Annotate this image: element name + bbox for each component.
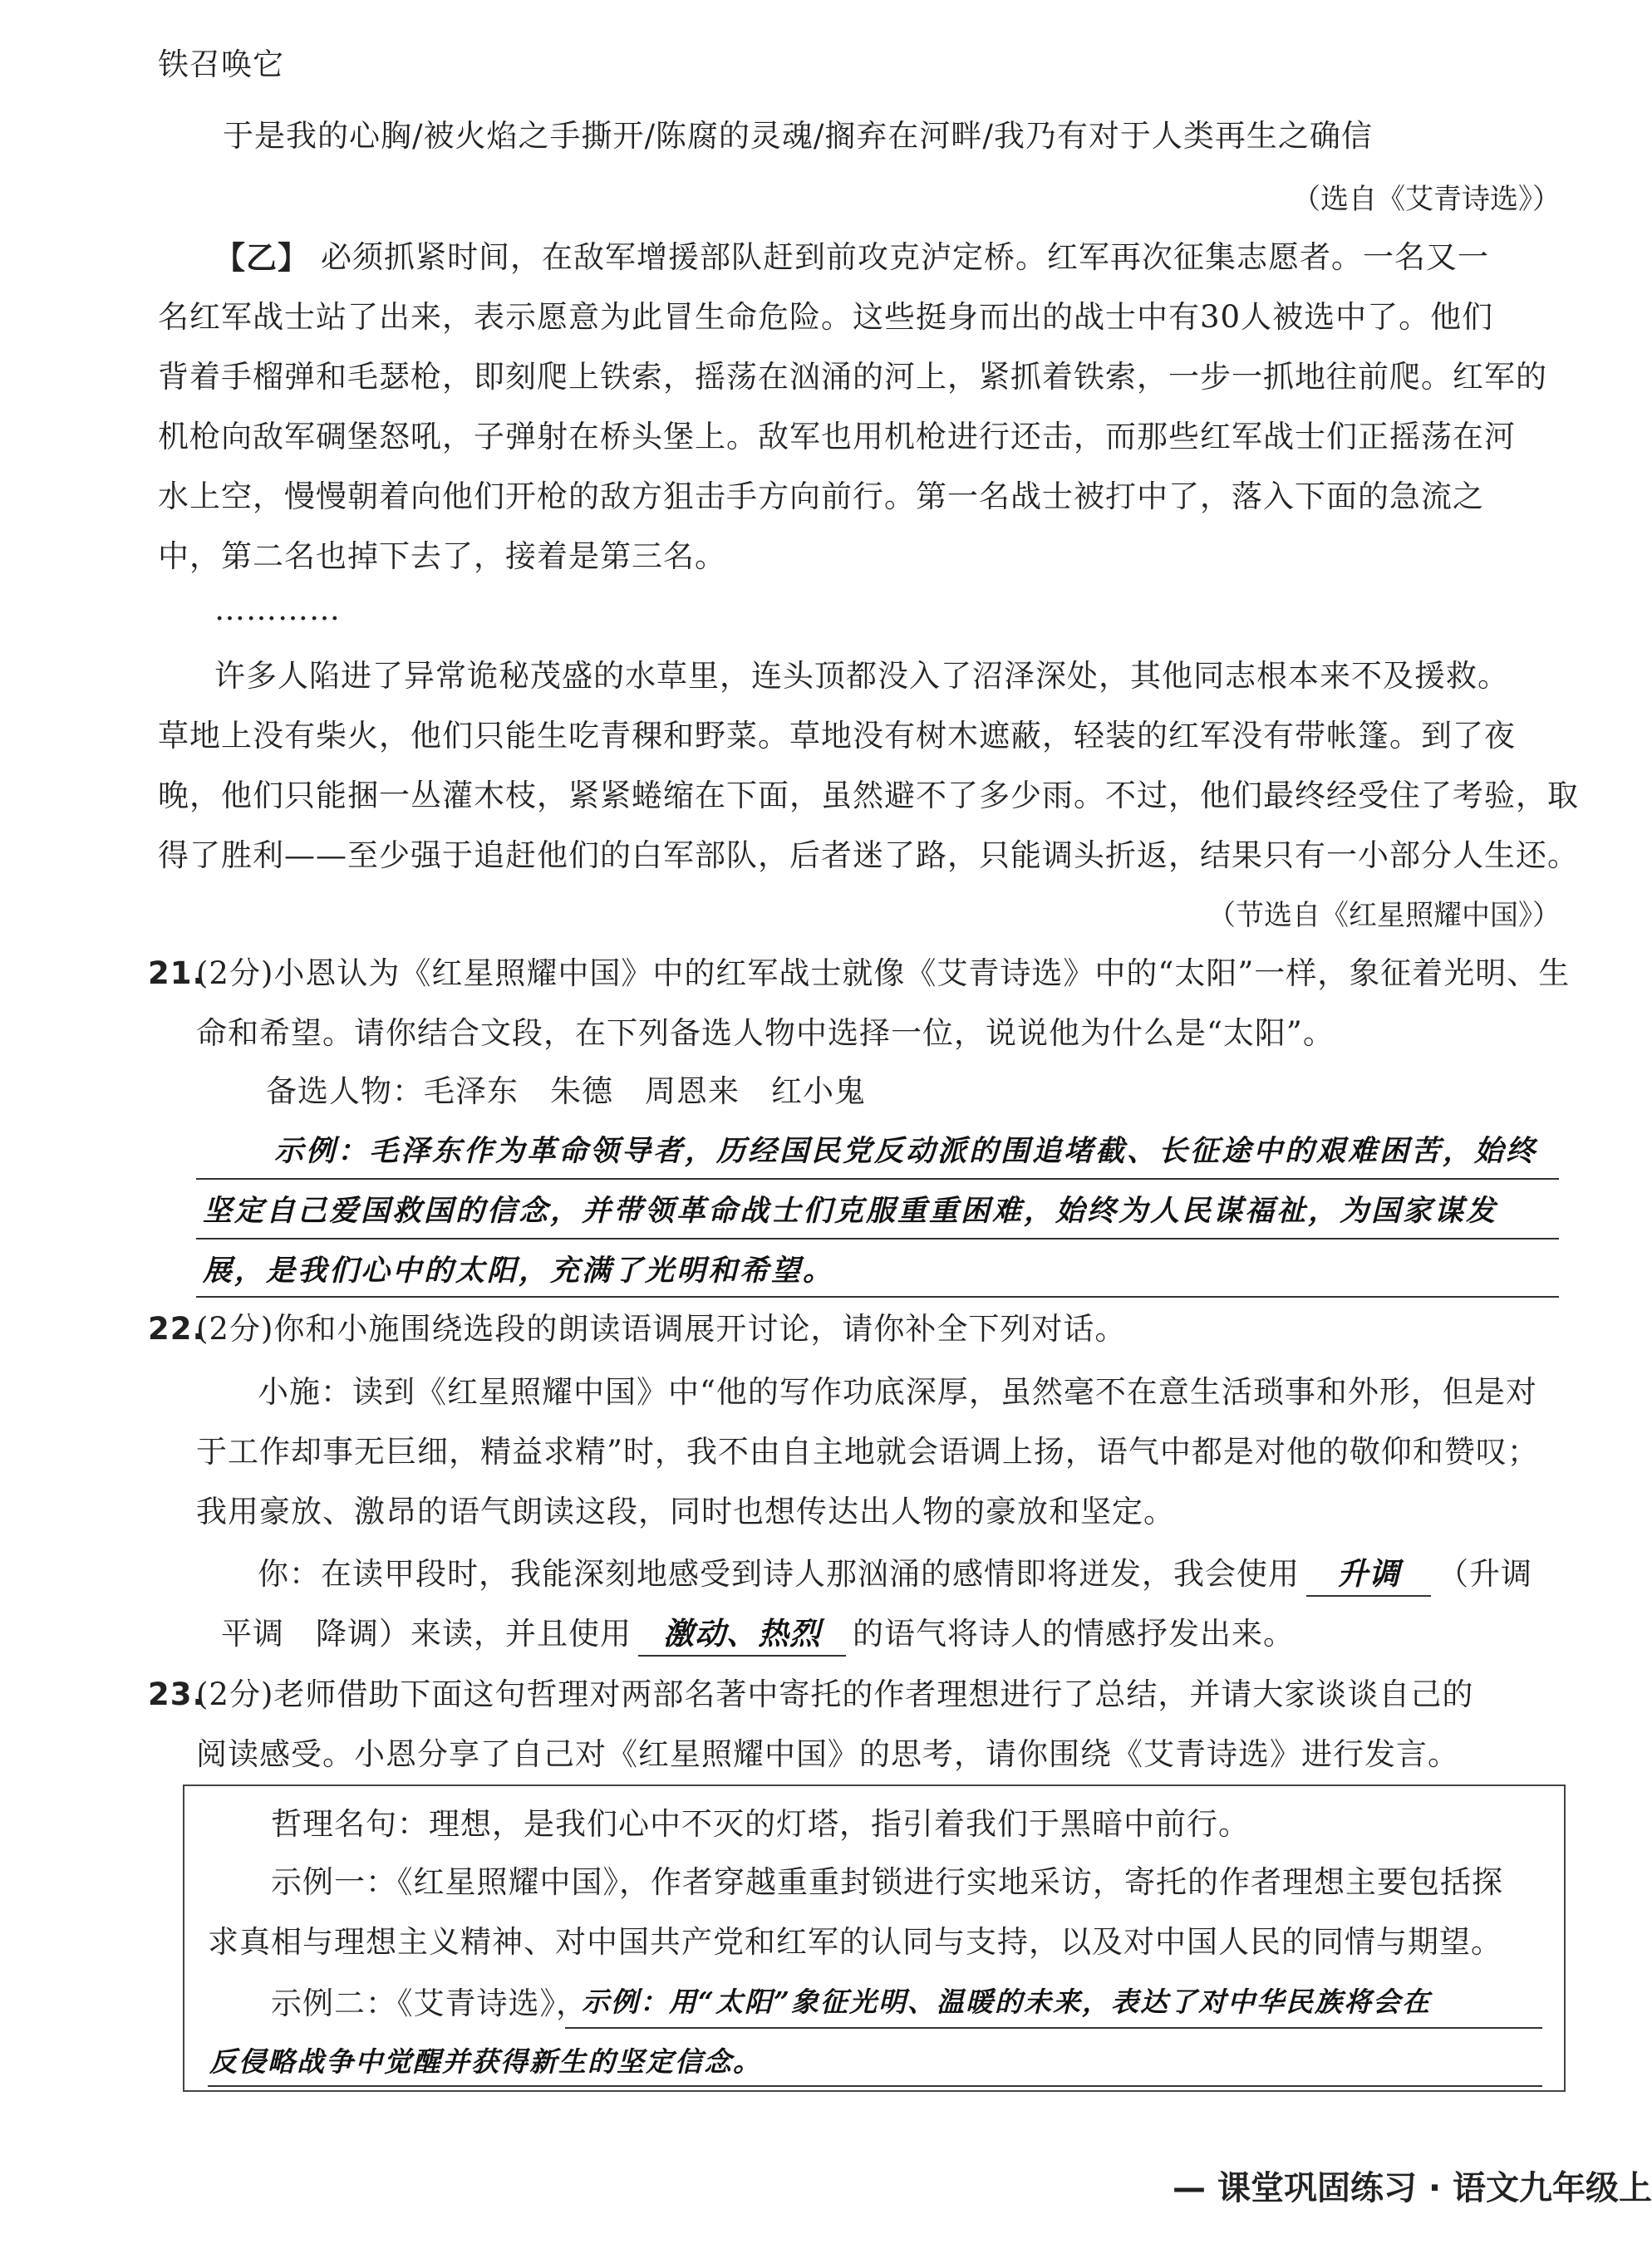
passage-line: 名红军战士站了出来，表示愿意为此冒生命危险。这些挺身而出的战士中有30人被选中了。他们 xyxy=(158,299,1494,335)
handwritten-answer: 示例：毛泽东作为革命领导者，历经国民党反动派的围追堵截、长征途中的艰难困苦，始终 xyxy=(274,1134,1538,1168)
passage-line: 必须抓紧时间，在敌军增援部队赶到前攻克泸定桥。红军再次征集志愿者。一名又一 xyxy=(321,239,1489,275)
poem-line: 于是我的心胸/被火焰之手撕开/陈腐的灵魂/搁弃在河畔/我乃有对于人类再生之确信 xyxy=(223,118,1373,154)
passage-tag: 【乙】 xyxy=(214,239,309,276)
answer-line xyxy=(196,1238,1559,1240)
handwritten-answer: 展，是我们心中的太阳，充满了光明和希望。 xyxy=(203,1254,835,1288)
question-text: (2分)小恩认为《红星照耀中国》中的红军战士就像《艾青诗选》中的“太阳”一样，象征着光明、生 xyxy=(196,955,1571,991)
question-text: 命和希望。请你结合文段，在下列备选人物中选择一位，说说他为什么是“太阳”。 xyxy=(196,1015,1335,1051)
dialogue-line: 小施：读到《红星照耀中国》中“他的写作功底深厚，虽然毫不在意生活琐事和外形，但是对 xyxy=(258,1374,1537,1410)
passage-line: 得了胜利——至少强于追赶他们的白军部队，后者迷了路，只能调头折返，结果只有一小部分人生还。 xyxy=(158,837,1579,873)
question-text: 阅读感受。小恩分享了自己对《红星照耀中国》的思考，请你围绕《艾青诗选》进行发言。 xyxy=(196,1736,1459,1772)
poem-source: （选自《艾青诗选》） xyxy=(1292,183,1561,216)
dialogue-line: 我用豪放、激昂的语气朗读这段，同时也想传达出人物的豪放和坚定。 xyxy=(196,1494,1175,1529)
question-text: (2分)老师借助下面这句哲理对两部名著中寄托的作者理想进行了总结，并请大家谈谈自己的 xyxy=(196,1676,1474,1712)
answer-line xyxy=(196,1296,1559,1298)
poem-line: 铁召唤它 xyxy=(158,47,284,82)
question-number: 23. xyxy=(148,1676,205,1712)
dialogue-line xyxy=(258,1552,1532,1597)
passage-line: 许多人陷进了异常诡秘茂盛的水草里，连头顶都没入了沼泽深处，其他同志根本来不及援救。 xyxy=(214,658,1509,694)
dialogue-text: 的语气将诗人的情感抒发出来。 xyxy=(853,1616,1295,1652)
candidate-list: 备选人物：毛泽东 朱德 周恩来 红小鬼 xyxy=(266,1073,866,1109)
question-text: (2分)你和小施围绕选段的朗读语调展开讨论，请你补全下列对话。 xyxy=(196,1311,1127,1347)
passage-line: 水上空，慢慢朝着向他们开枪的敌方狙击手方向前行。第一名战士被打中了，落入下面的急流之 xyxy=(158,479,1484,514)
dialogue-line: 于工作却事无巨细，精益求精”时，我不由自主地就会语调上扬，语气中都是对他的敬仰和赞叹； xyxy=(196,1434,1539,1470)
passage-line: 晚，他们只能捆一丛灌木枝，紧紧蜷缩在下面，虽然避不了多少雨。不过，他们最终经受住了考验，取 xyxy=(158,778,1579,813)
passage-source: （节选自《红星照耀中国》） xyxy=(1207,899,1561,932)
handwritten-answer: 示例：用“太阳”象征光明、温暖的未来，表达了对中华民族将会在 xyxy=(582,1986,1431,2018)
dialogue-line xyxy=(221,1612,1295,1657)
passage-line: 中，第二名也掉下去了，接着是第三名。 xyxy=(158,538,726,574)
dialogue-text: 你：在读甲段时，我能深刻地感受到诗人那汹涌的感情即将迸发，我会使用 xyxy=(258,1556,1300,1592)
answer-line xyxy=(565,2027,1542,2029)
handwritten-answer: 坚定自己爱国救国的信念，并带领革命战士们克服重重困难，始终为人民谋福祉，为国家谋发 xyxy=(203,1194,1498,1228)
passage-line: 草地上没有柴火，他们只能生吃青稞和野菜。草地没有树木遮蔽，轻装的红军没有带帐篷。到了夜 xyxy=(158,718,1516,754)
answer-line xyxy=(208,2085,1542,2087)
dialogue-text: 平调 降调）来读，并且使用 xyxy=(221,1616,632,1652)
ellipsis: ………… xyxy=(214,592,341,627)
passage-line: 机枪向敌军碉堡怒吼，子弹射在桥头堡上。敌军也用机枪进行还击，而那些红军战士们正摇荡在河 xyxy=(158,419,1516,454)
fill-blank-mood[interactable]: 激动、热烈 xyxy=(638,1612,846,1657)
example-label: 示例二：《艾青诗选》， xyxy=(271,1986,588,2021)
question-number: 22. xyxy=(148,1311,205,1347)
dialogue-text: （升调 xyxy=(1438,1556,1532,1592)
fill-blank-tone[interactable]: 升调 xyxy=(1306,1552,1431,1597)
quote-line: 哲理名句：理想，是我们心中不灭的灯塔，指引着我们于黑暗中前行。 xyxy=(271,1806,1250,1842)
example-line: 示例一：《红星照耀中国》，作者穿越重重封锁进行实地采访，寄托的作者理想主要包括探 xyxy=(271,1864,1503,1900)
example-line: 求真相与理想主义精神、对中国共产党和红军的认同与支持，以及对中国人民的同情与期望。 xyxy=(208,1924,1502,1960)
answer-line xyxy=(196,1178,1559,1180)
handwritten-answer: 反侵略战争中觉醒并获得新生的坚定信念。 xyxy=(209,2045,762,2078)
page-footer: — 课堂巩固练习 · 语文九年级上 xyxy=(1173,2169,1652,2207)
question-number: 21. xyxy=(148,955,205,991)
passage-line: 背着手榴弹和毛瑟枪，即刻爬上铁索，摇荡在汹涌的河上，紧抓着铁索，一步一抓地往前爬。红军的 xyxy=(158,359,1547,395)
